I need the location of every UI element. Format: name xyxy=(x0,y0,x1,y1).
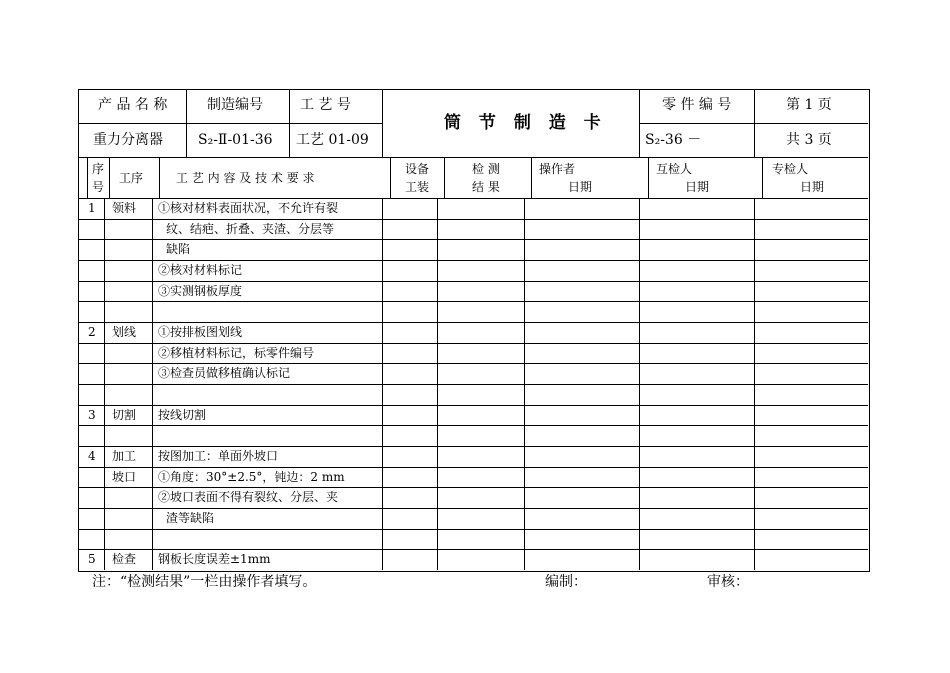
column-header-divider xyxy=(648,157,649,198)
row-content: ①核对材料表面状况，不允许有裂 xyxy=(158,201,339,215)
header-divider xyxy=(754,89,755,157)
reviewed-by-label: 审核： xyxy=(707,574,749,590)
process-no-label: 工 艺 号 xyxy=(300,97,351,113)
row-content: 纹、结疤、折叠、夹渣、分层等 xyxy=(166,222,335,236)
row-content: 渣等缺陷 xyxy=(166,511,215,525)
manufacture-no-label: 制造编号 xyxy=(207,97,263,113)
row-content: ①角度：30°±2.5°，钝边：2 mm xyxy=(158,470,345,484)
col-special-inspector: 专检人 xyxy=(772,162,809,176)
page-number: 第 1 页 xyxy=(786,97,832,113)
row-seq: 2 xyxy=(88,325,96,339)
row-line xyxy=(78,384,868,385)
row-line xyxy=(78,322,868,323)
row-content: ②坡口表面不得有裂纹、分层、夹 xyxy=(158,490,339,504)
row-content: 按图加工：单面外坡口 xyxy=(158,449,279,463)
row-content: 钢板长度误差±1mm xyxy=(158,552,271,566)
column-header-divider xyxy=(87,157,88,198)
footer-note: 注：“检测结果”一栏由操作者填写。 xyxy=(92,574,317,590)
row-content: ③实测钢板厚度 xyxy=(158,284,243,298)
header-bottom-line xyxy=(78,157,868,158)
row-content: 按线切割 xyxy=(158,408,207,422)
product-name-value: 重力分离器 xyxy=(93,132,163,148)
row-content: ③检查员做移植确认标记 xyxy=(158,366,291,380)
row-process: 加工 xyxy=(112,449,137,463)
column-header-bottom-line xyxy=(78,198,868,199)
col-inspection-line1: 检 测 xyxy=(472,162,500,176)
col-mutual-date: 日期 xyxy=(685,180,710,194)
total-pages: 共 3 页 xyxy=(786,132,832,148)
row-seq: 1 xyxy=(88,201,96,215)
row-line xyxy=(78,343,868,344)
column-header-divider xyxy=(159,157,160,198)
row-seq: 3 xyxy=(88,408,96,422)
column-header-divider xyxy=(390,157,391,198)
row-line xyxy=(78,260,868,261)
row-line xyxy=(78,529,868,530)
part-no-label: 零 件 编 号 xyxy=(662,97,732,113)
prepared-by-label: 编制： xyxy=(545,574,587,590)
col-seq-line1: 序 xyxy=(92,162,105,176)
header-divider xyxy=(289,89,290,157)
header-mid-line-left xyxy=(78,123,382,124)
process-no-value: 工艺 01-09 xyxy=(296,132,369,148)
row-content: ①按排板图划线 xyxy=(158,325,243,339)
row-line xyxy=(78,425,868,426)
row-line xyxy=(78,301,868,302)
product-name-label: 产 品 名 称 xyxy=(98,97,168,113)
header-divider xyxy=(382,89,383,157)
col-inspection-line2: 结 果 xyxy=(472,180,500,194)
column-header-divider xyxy=(109,157,110,198)
row-line xyxy=(78,281,868,282)
manufacture-no-value: S₂-Ⅱ-01-36 xyxy=(198,132,273,148)
row-process: 领料 xyxy=(112,201,137,215)
row-seq: 4 xyxy=(88,449,96,463)
col-equipment-line2: 工装 xyxy=(405,180,430,194)
row-content: ②核对材料标记 xyxy=(158,263,243,277)
row-line xyxy=(78,405,868,406)
col-process: 工序 xyxy=(119,171,144,185)
header-divider xyxy=(186,89,187,157)
row-content: ②移植材料标记，标零件编号 xyxy=(158,346,315,360)
col-operator: 操作者 xyxy=(539,162,576,176)
row-line xyxy=(78,219,868,220)
row-line xyxy=(78,549,868,550)
col-special-date: 日期 xyxy=(800,180,825,194)
column-header-divider xyxy=(762,157,763,198)
row-process: 检查 xyxy=(112,552,137,566)
row-line xyxy=(78,467,868,468)
col-mutual-inspector: 互检人 xyxy=(656,162,693,176)
row-process: 切割 xyxy=(112,408,137,422)
col-seq-line2: 号 xyxy=(92,180,105,194)
col-operator-date: 日期 xyxy=(568,180,593,194)
row-line xyxy=(78,239,868,240)
row-process: 坡口 xyxy=(112,470,137,484)
header-divider xyxy=(639,89,640,157)
card-title: 筒 节 制 造 卡 xyxy=(444,113,607,133)
column-header-divider xyxy=(531,157,532,198)
row-line xyxy=(78,508,868,509)
row-process: 划线 xyxy=(112,325,137,339)
column-header-divider xyxy=(444,157,445,198)
col-content: 工 艺 内 容 及 技 术 要 求 xyxy=(176,171,315,185)
row-line xyxy=(78,487,868,488)
row-line xyxy=(78,446,868,447)
row-line xyxy=(78,363,868,364)
col-equipment-line1: 设备 xyxy=(405,162,430,176)
part-no-value: S₂-36 － xyxy=(645,132,702,148)
row-seq: 5 xyxy=(88,552,96,566)
row-content: 缺陷 xyxy=(166,242,191,256)
